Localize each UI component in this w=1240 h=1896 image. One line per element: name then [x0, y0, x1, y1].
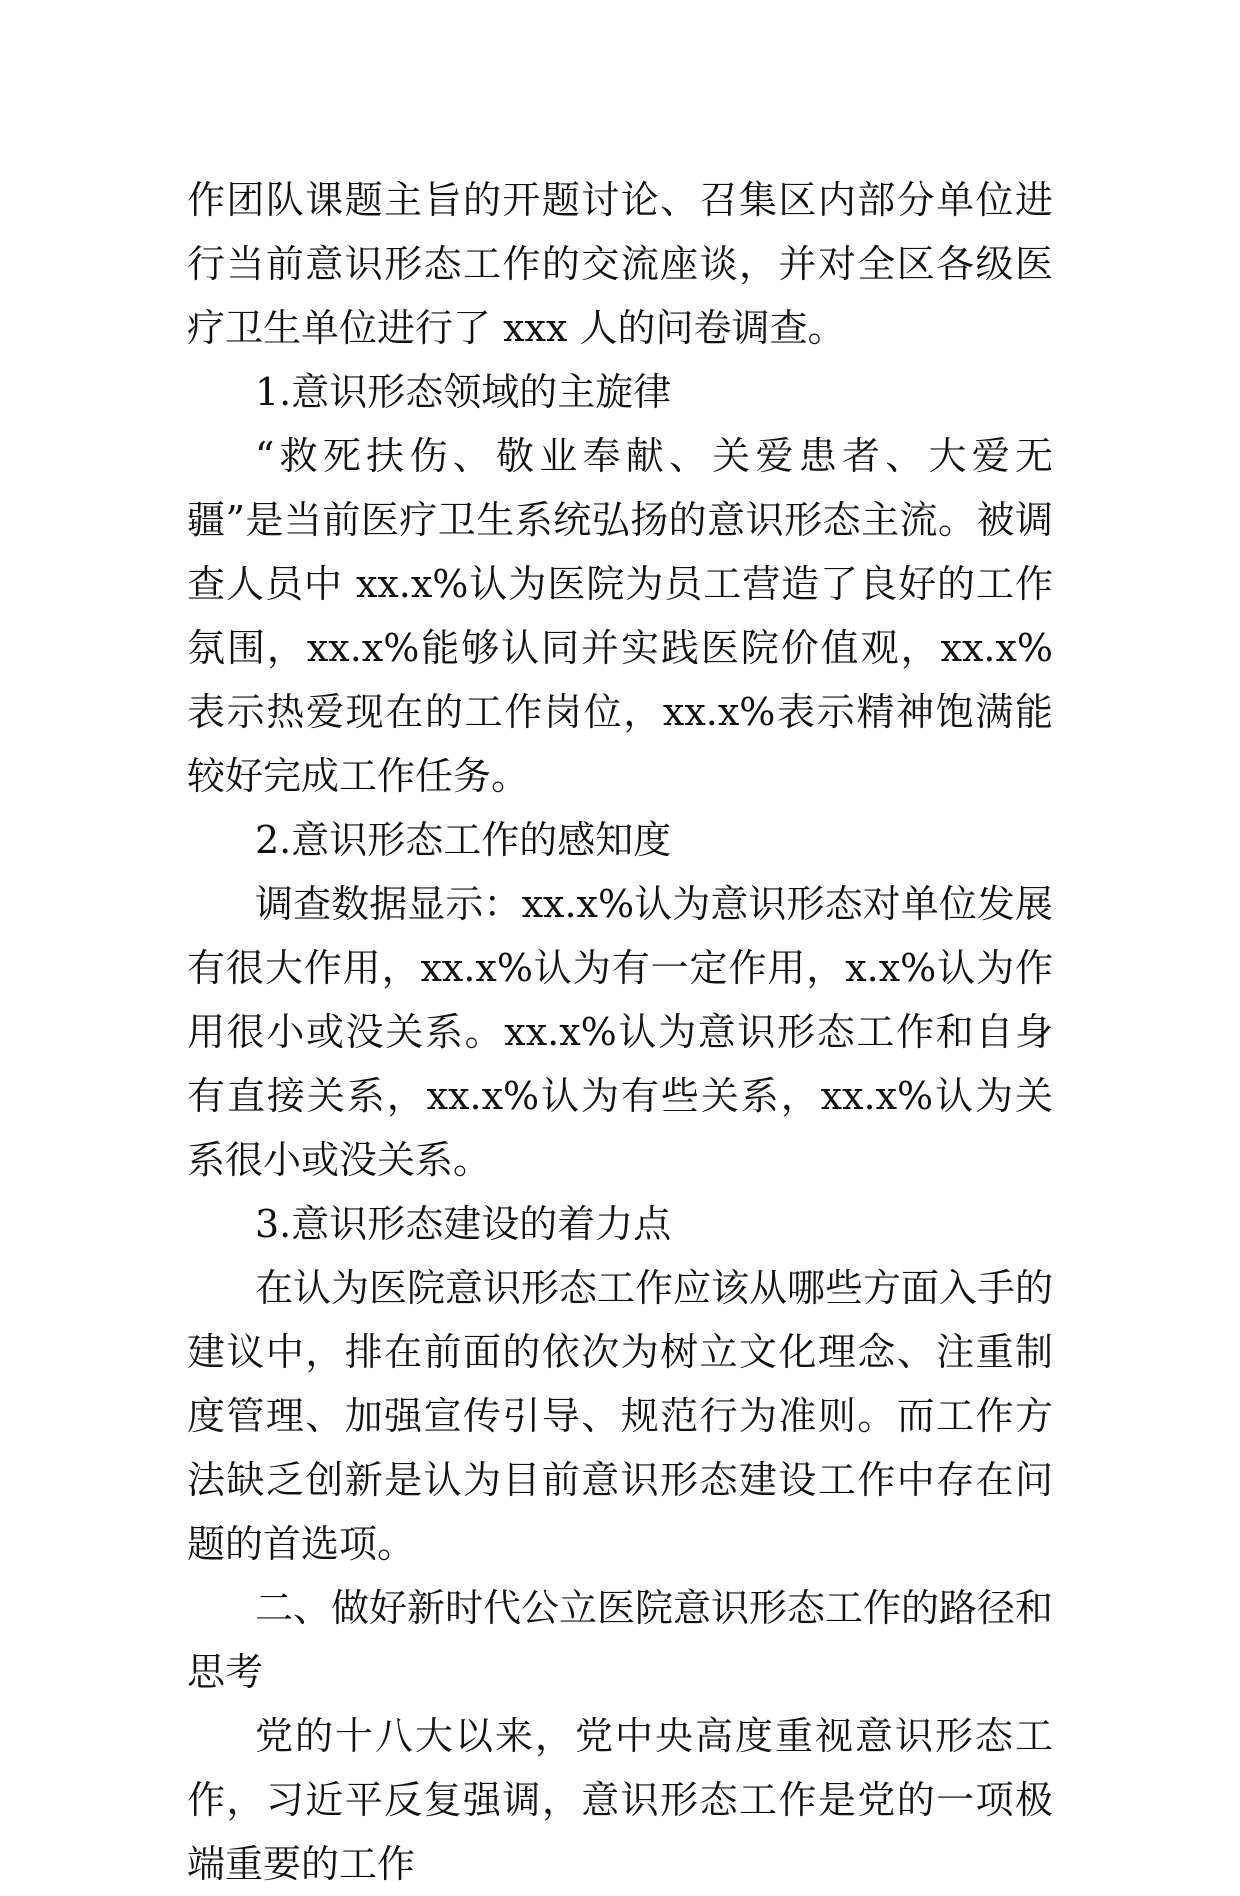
document-body	[187, 168, 1053, 1896]
subheading-3: 3.意识形态建设的着力点	[255, 1202, 672, 1246]
paragraph-focus: 在认为医院意识形态工作应该从哪些方面入手的建议中，排在前面的依次为树立文化理念、注重制度管理、加强宣传引导、规范行为准则。而工作方法缺乏创新是认为目前意识形态建设工作中存在问题的首选项。	[187, 1266, 1054, 1566]
section-heading-2: 二、做好新时代公立医院意识形态工作的路径和思考	[187, 1586, 1054, 1694]
subheading-2: 2.意识形态工作的感知度	[255, 818, 672, 862]
paragraph-perception: 调查数据显示：xx.x%认为意识形态对单位发展有很大作用，xx.x%认为有一定作用，x.x%认为作用很小或没关系。xx.x%认为意识形态工作和自身有直接关系，xx.x%认为有些关系，xx.x%认为关系很小或没关系。	[187, 882, 1053, 1182]
paragraph-party: 党的十八大以来，党中央高度重视意识形态工作，习近平反复强调，意识形态工作是党的一项极端重要的工作	[187, 1714, 1053, 1886]
paragraph-main-theme: “救死扶伤、敬业奉献、关爱患者、大爱无疆”是当前医疗卫生系统弘扬的意识形态主流。被调查人员中 xx.x%认为医院为员工营造了良好的工作氛围，xx.x%能够认同并实践医院价值观，xx.x%表示热爱现在的工作岗位，xx.x%表示精神饱满能较好完成工作任务。	[187, 434, 1053, 798]
subheading-1: 1.意识形态领域的主旋律	[255, 370, 672, 414]
paragraph-continued: 作团队课题主旨的开题讨论、召集区内部分单位进行当前意识形态工作的交流座谈，并对全区各级医疗卫生单位进行了 xxx 人的问卷调查。	[187, 178, 1053, 350]
